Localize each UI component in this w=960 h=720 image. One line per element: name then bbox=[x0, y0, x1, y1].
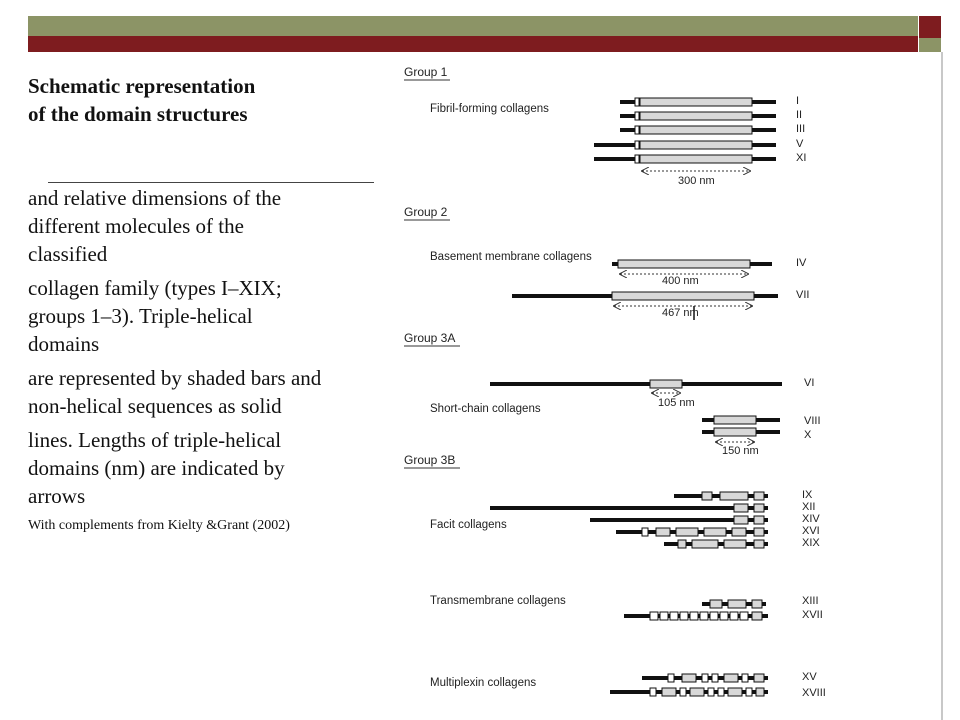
paragraph-1: and relative dimensions of the different molecules of the classified bbox=[28, 186, 282, 266]
group-label-3b: Group 3B bbox=[404, 453, 456, 467]
molecule-type-XI bbox=[594, 155, 776, 163]
type-label-XIV: XIV bbox=[802, 513, 820, 525]
group-label-2: Group 2 bbox=[404, 205, 448, 219]
title-bar-red bbox=[28, 36, 918, 52]
divider-rule bbox=[48, 182, 374, 183]
type-label-IV: IV bbox=[796, 257, 807, 269]
length-label-400: 400 nm bbox=[662, 275, 699, 287]
molecule-type-IX bbox=[674, 492, 768, 500]
molecule-type-XV bbox=[642, 674, 768, 682]
type-label-XVII: XVII bbox=[802, 609, 823, 621]
molecule-type-XVIII bbox=[610, 688, 768, 696]
molecule-type-XII bbox=[490, 504, 768, 512]
type-label-IX: IX bbox=[802, 489, 813, 501]
molecule-type-VII bbox=[512, 292, 778, 300]
heading-line-2: of the domain structures bbox=[28, 102, 248, 126]
paragraph-4: lines. Lengths of triple-helical domains (nm) are indicated by arrows bbox=[28, 428, 285, 508]
category-transmembrane: Transmembrane collagens bbox=[430, 595, 566, 607]
molecule-type-II bbox=[620, 112, 776, 120]
category-short-chain: Short-chain collagens bbox=[430, 403, 541, 415]
molecule-type-V bbox=[594, 141, 776, 149]
type-label-VI: VI bbox=[804, 377, 815, 389]
type-label-XII: XII bbox=[802, 501, 816, 513]
credit-text: With complements from Kielty &Grant (2002) bbox=[28, 518, 290, 533]
corner-block-red bbox=[919, 16, 941, 38]
length-label-105: 105 nm bbox=[658, 397, 695, 409]
molecule-type-XIII bbox=[702, 600, 766, 608]
type-label-XIII: XIII bbox=[802, 595, 819, 607]
paragraph-3: are represented by shaded bars and non-helical sequences as solid bbox=[28, 366, 322, 418]
molecule-type-VI bbox=[490, 380, 782, 388]
paragraph-2: collagen family (types I–XIX; groups 1–3). Triple-helical domains bbox=[28, 276, 282, 356]
type-label-VIII: VIII bbox=[804, 415, 821, 427]
length-label-300: 300 nm bbox=[678, 175, 715, 187]
type-label-XI: XI bbox=[796, 152, 807, 164]
type-label-I: I bbox=[796, 95, 800, 107]
molecule-type-III bbox=[620, 126, 776, 134]
molecule-type-XIV bbox=[590, 516, 768, 524]
group-label-3a: Group 3A bbox=[404, 331, 456, 345]
molecule-type-XVII bbox=[624, 612, 768, 620]
type-label-III: III bbox=[796, 123, 806, 135]
title-bar-olive bbox=[28, 16, 918, 36]
molecule-type-X bbox=[702, 428, 780, 436]
type-label-II: II bbox=[796, 109, 803, 121]
heading-line-1: Schematic representation bbox=[28, 74, 256, 98]
molecule-type-XVI bbox=[616, 528, 768, 536]
type-label-XV: XV bbox=[802, 671, 817, 683]
type-label-XVI: XVI bbox=[802, 525, 820, 537]
figure-svg bbox=[376, 52, 940, 720]
heading bbox=[28, 72, 328, 128]
category-multiplexin: Multiplexin collagens bbox=[430, 677, 537, 689]
molecule-type-VIII bbox=[702, 416, 780, 424]
corner-block-olive bbox=[919, 38, 941, 52]
right-edge-line bbox=[941, 52, 943, 720]
length-label-150: 150 nm bbox=[722, 445, 759, 457]
molecule-type-IV bbox=[612, 260, 772, 268]
type-label-XVIII: XVIII bbox=[802, 687, 826, 699]
molecule-type-I bbox=[620, 98, 776, 106]
category-fibril-forming: Fibril-forming collagens bbox=[430, 103, 549, 115]
type-label-V: V bbox=[796, 138, 804, 150]
category-facit: Facit collagens bbox=[430, 519, 507, 531]
text-panel bbox=[28, 72, 328, 536]
collagen-domain-figure bbox=[376, 52, 940, 720]
category-basement-membrane: Basement membrane collagens bbox=[430, 251, 592, 263]
molecule-type-XIX bbox=[664, 540, 768, 548]
type-label-X: X bbox=[804, 429, 812, 441]
group-label-1: Group 1 bbox=[404, 65, 448, 79]
type-label-XIX: XIX bbox=[802, 537, 820, 549]
type-label-VII: VII bbox=[796, 289, 810, 301]
length-label-467: 467 nm bbox=[662, 307, 699, 319]
